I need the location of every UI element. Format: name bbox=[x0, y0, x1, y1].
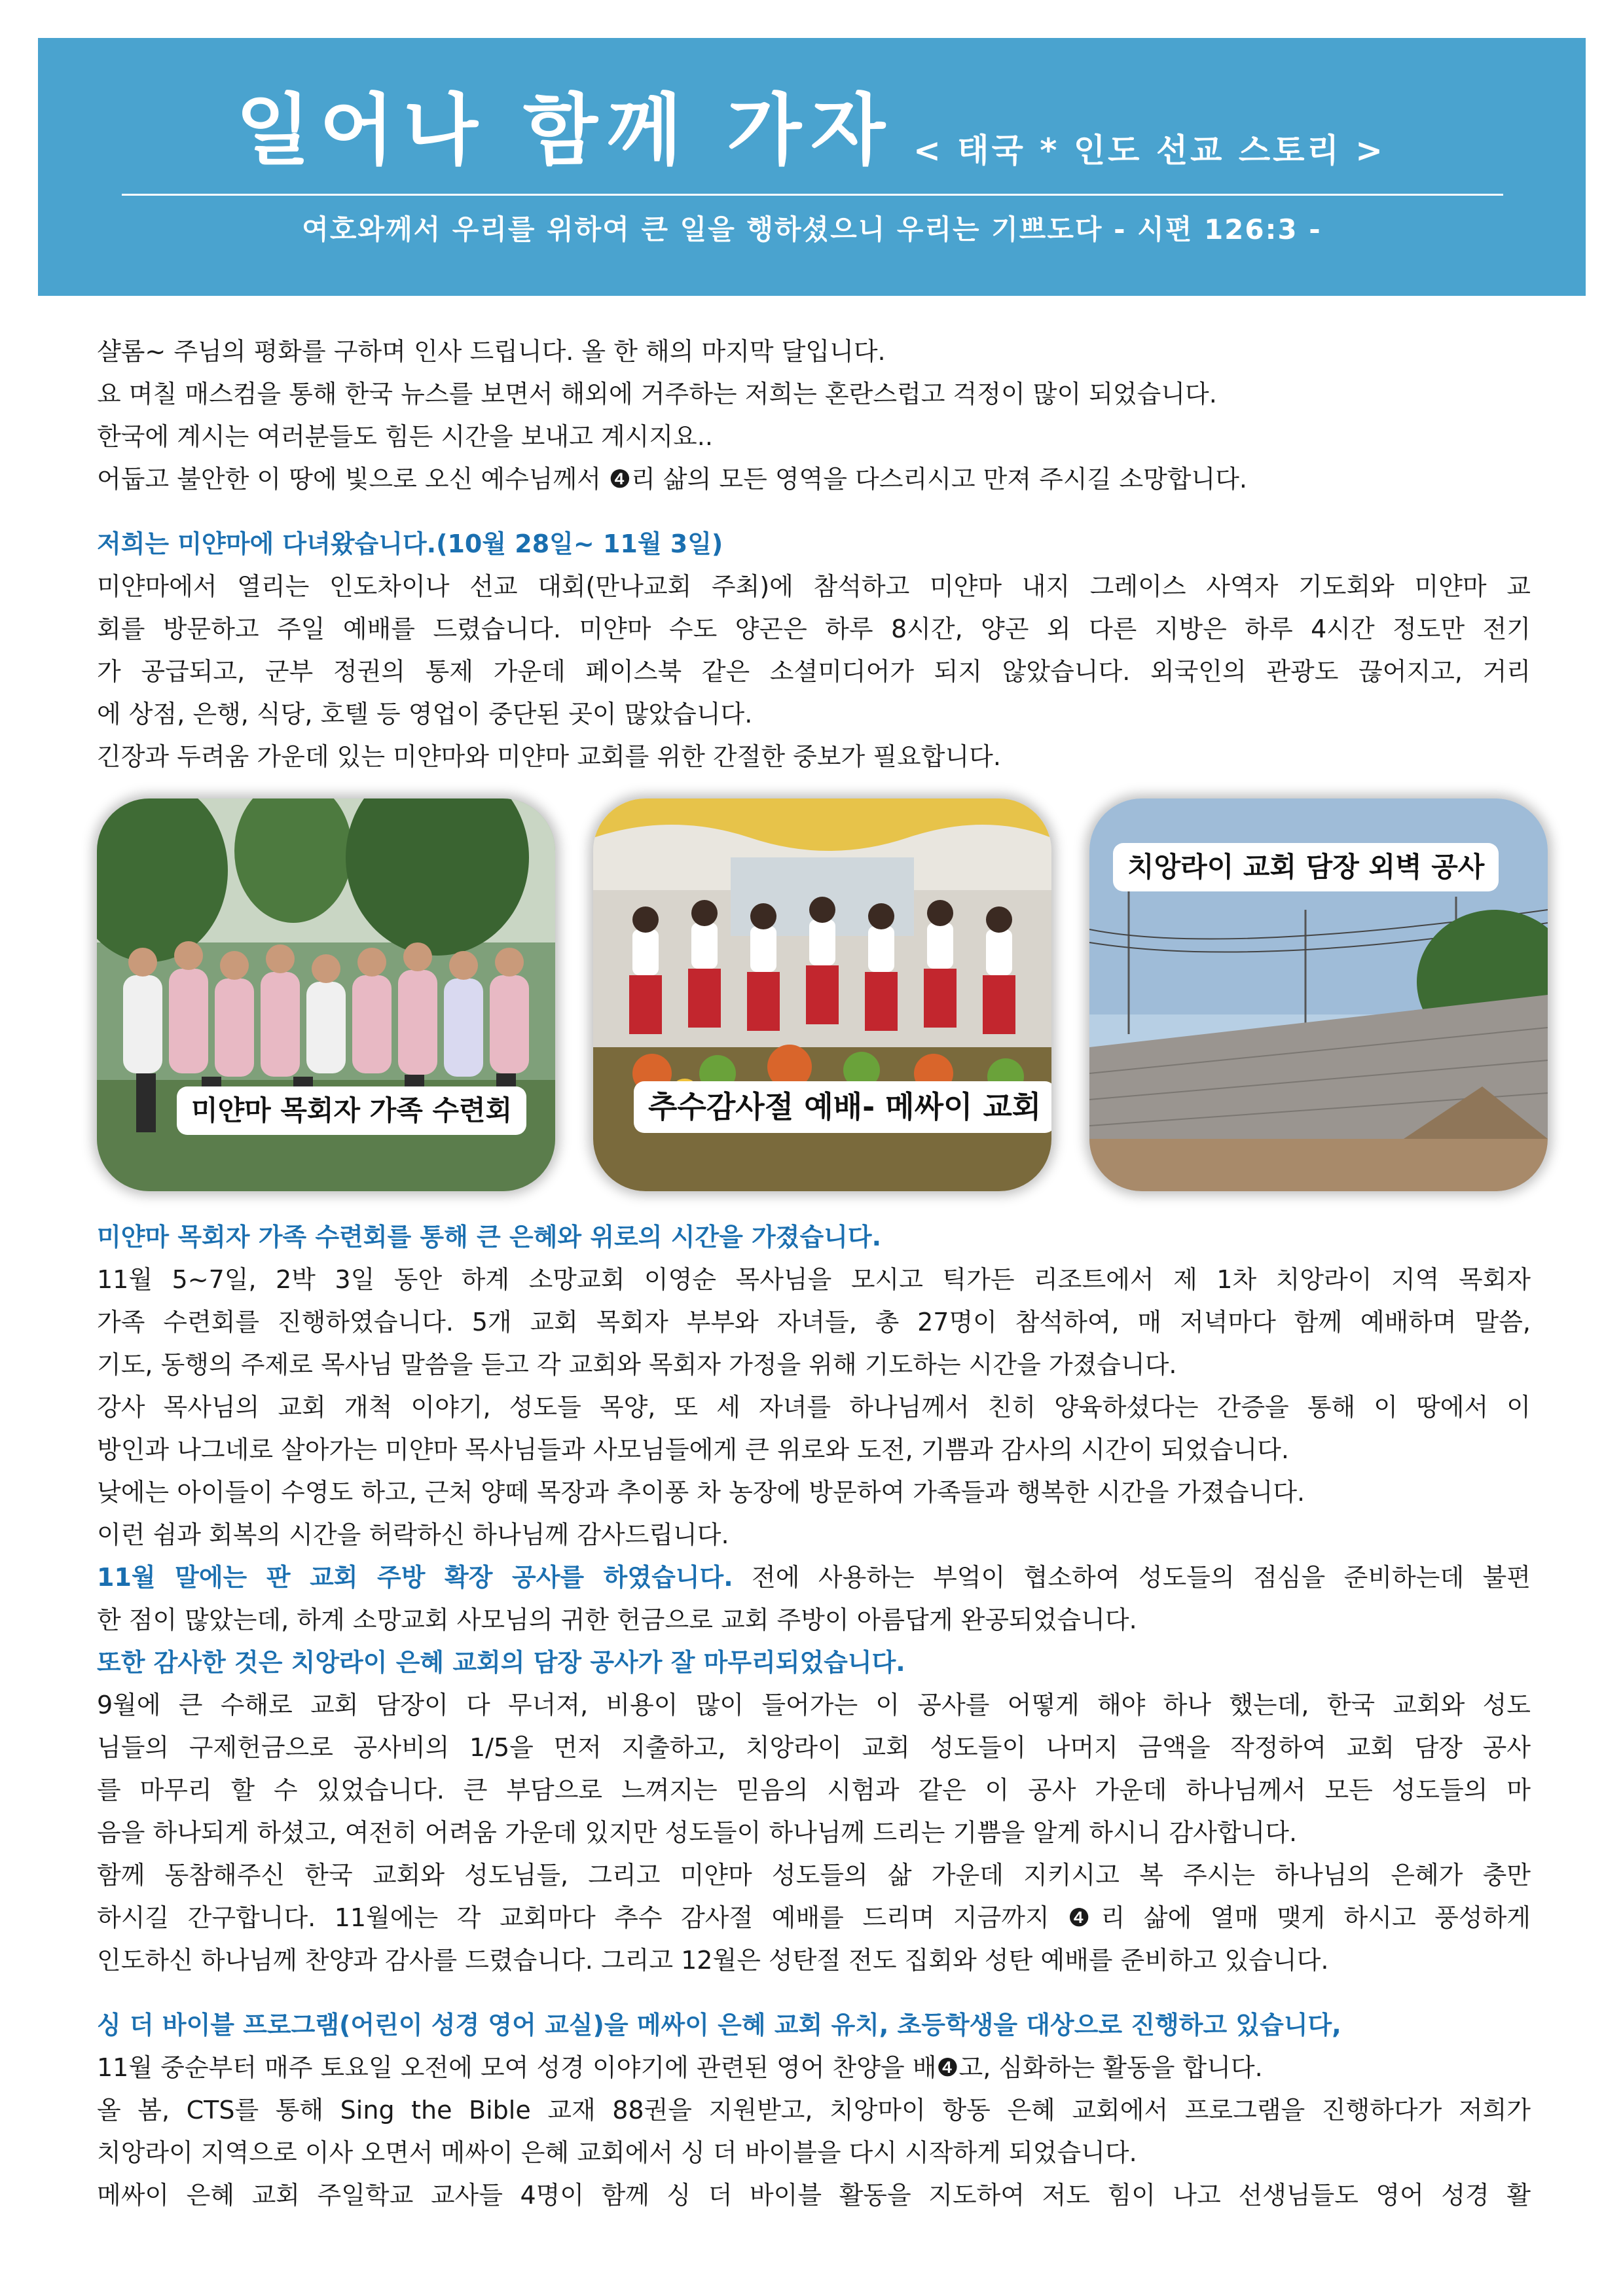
newsletter-title: 일어나 함께 가자 bbox=[236, 85, 895, 175]
wall-line: 를 마무리 할 수 있었습니다. 큰 부담으로 느껴지는 믿음의 시험과 같은 이 공사 가운데 하나님께서 모든 성도들의 마 bbox=[97, 1776, 1531, 1804]
bible-line: 올 봄, CTS를 통해 Sing the Bible 교재 88권을 지원받고, 치앙마이 항동 은혜 교회에서 프로그램을 진행하다가 저희가 bbox=[97, 2096, 1531, 2125]
newsletter-subtitle: < 태국 * 인도 선교 스토리 > bbox=[913, 132, 1386, 170]
wall-heading: 또한 감사한 것은 치앙라이 은혜 교회의 담장 공사가 잘 마무리되었습니다. bbox=[97, 1648, 905, 1677]
myanmar-line: 미얀마에서 열리는 인도차이나 선교 대회(만나교회 주최)에 참석하고 미얀마 내지 그레이스 사역자 기도회와 미얀마 교 bbox=[97, 572, 1531, 601]
wall-line: 음을 하나되게 하셨고, 여전히 어려움 가운데 있지만 성도들이 하나님께 드리는 기쁨을 알게 하시니 감사합니다. bbox=[97, 1818, 1298, 1847]
header-divider bbox=[122, 194, 1503, 196]
intro-section bbox=[97, 331, 1531, 778]
kitchen-line: 한 점이 많았는데, 하계 소망교회 사모님의 귀한 헌금으로 교회 주방이 아름답게 완공되었습니다. bbox=[97, 1605, 1137, 1634]
myanmar-line: 에 상점, 은행, 식당, 호텔 등 영업이 중단된 곳이 많았습니다. bbox=[97, 700, 753, 728]
photo-caption: 미얀마 목회자 가족 수련회 bbox=[177, 1086, 526, 1135]
retreat-line: 강사 목사님의 교회 개척 이야기, 성도들 목양, 또 세 자녀를 하나님께서 친히 양육하셨다는 간증을 통해 이 땅에서 이 bbox=[97, 1393, 1531, 1422]
bible-heading: 싱 더 바이블 프로그램(어린이 성경 영어 교실)을 메싸이 은혜 교회 유치, 초등학생을 대상으로 진행하고 있습니다, bbox=[97, 2011, 1341, 2039]
retreat-line: 방인과 나그네로 살아가는 미얀마 목사님들과 사모님들에게 큰 위로와 도전, 기쁨과 감사의 시간이 되었습니다. bbox=[97, 1435, 1289, 1464]
intro-line: 한국에 계시는 여러분들도 힘든 시간을 보내고 계시지요.. bbox=[97, 422, 713, 451]
photo-thanksgiving bbox=[593, 798, 1051, 1191]
retreat-line: 낮에는 아이들이 수영도 하고, 근처 양떼 목장과 추이퐁 차 농장에 방문하여 가족들과 행복한 시간을 가졌습니다. bbox=[97, 1478, 1305, 1507]
wall-line: 함께 동참해주신 한국 교회와 성도님들, 그리고 미얀마 성도들의 삶 가운데 지키시고 복 주시는 하나님의 은혜가 충만 bbox=[97, 1861, 1531, 1890]
bible-line: 메싸이 은혜 교회 주일학교 교사들 4명이 함께 싱 더 바이블 활동을 지도하여 저도 힘이 나고 선생님들도 영어 성경 활 bbox=[97, 2181, 1531, 2210]
kitchen-line bbox=[97, 1556, 1531, 1599]
myanmar-line: 가 공급되고, 군부 정권의 통제 가운데 페이스북 같은 소셜미디어가 되지 않았습니다. 외국인의 관광도 끊어지고, 거리 bbox=[97, 657, 1531, 686]
news-section bbox=[97, 1216, 1531, 2217]
retreat-line: 기도, 동행의 주제로 목사님 말씀을 듣고 각 교회와 목회자 가정을 위해 기도하는 시간을 가졌습니다. bbox=[97, 1350, 1177, 1379]
retreat-line: 가족 수련회를 진행하였습니다. 5개 교회 목회자 부부와 자녀들, 총 27명이 참석하여, 매 저녁마다 함께 예배하며 말씀, bbox=[97, 1308, 1531, 1336]
wall-line: 9월에 큰 수해로 교회 담장이 다 무너져, 비용이 많이 들어가는 이 공사를 어떻게 해야 하나 했는데, 한국 교회와 성도 bbox=[97, 1691, 1531, 1719]
photo-caption: 추수감사절 예배- 메싸이 교회 bbox=[634, 1081, 1051, 1133]
bible-verse: 여호와께서 우리를 위하여 큰 일을 행하셨으니 우리는 기쁘도다 - 시편 126:3 - bbox=[302, 213, 1322, 245]
retreat-line: 11월 5~7일, 2박 3일 동안 하계 소망교회 이영순 목사님을 모시고 틱가든 리조트에서 제 1차 치앙라이 지역 목회자 bbox=[97, 1265, 1531, 1294]
intro-line: 어둡고 불안한 이 땅에 빛으로 오신 예수님께서 ❹리 삶의 모든 영역을 다스리시고 만져 주시길 소망합니다. bbox=[97, 465, 1247, 493]
wall-line: 인도하신 하나님께 찬양과 감사를 드렸습니다. 그리고 12월은 성탄절 전도 집회와 성탄 예배를 준비하고 있습니다. bbox=[97, 1946, 1329, 1975]
photo-caption: 치앙라이 교회 담장 외벽 공사 bbox=[1113, 843, 1499, 891]
kitchen-text: 전에 사용하는 부엌이 협소하여 성도들의 점심을 준비하는데 불편 bbox=[733, 1563, 1531, 1592]
wall-line: 님들의 구제헌금으로 공사비의 1/5을 먼저 지출하고, 치앙라이 교회 성도들이 나머지 금액을 작정하여 교회 담장 공사 bbox=[97, 1733, 1531, 1762]
intro-line: 요 며칠 매스컴을 통해 한국 뉴스를 보면서 해외에 거주하는 저희는 혼란스럽고 걱정이 많이 되었습니다. bbox=[97, 380, 1217, 408]
retreat-heading: 미얀마 목회자 가족 수련회를 통해 큰 은혜와 위로의 시간을 가졌습니다. bbox=[97, 1223, 882, 1251]
photo-strip bbox=[97, 798, 1550, 1191]
myanmar-heading: 저희는 미얀마에 다녀왔습니다.(10월 28일~ 11월 3일) bbox=[97, 529, 723, 558]
bible-line: 11월 중순부터 매주 토요일 오전에 모여 성경 이야기에 관련된 영어 찬양을 배❹고, 심화하는 활동을 합니다. bbox=[97, 2053, 1263, 2082]
myanmar-line: 긴장과 두려움 가운데 있는 미얀마와 미얀마 교회를 위한 간절한 중보가 필요합니다. bbox=[97, 742, 1001, 771]
intro-line: 샬롬~ 주님의 평화를 구하며 인사 드립니다. 올 한 해의 마지막 달입니다. bbox=[97, 337, 886, 366]
bible-line: 치앙라이 지역으로 이사 오면서 메싸이 은혜 교회에서 싱 더 바이블을 다시 시작하게 되었습니다. bbox=[97, 2138, 1137, 2167]
myanmar-line: 회를 방문하고 주일 예배를 드렸습니다. 미얀마 수도 양곤은 하루 8시간, 양곤 외 다른 지방은 하루 4시간 정도만 전기 bbox=[97, 615, 1531, 643]
wall-line: 하시길 간구합니다. 11월에는 각 교회마다 추수 감사절 예배를 드리며 지금까지 ❹리 삶에 열매 맺게 하시고 풍성하게 bbox=[97, 1903, 1531, 1932]
photo-retreat bbox=[97, 798, 555, 1191]
photo-wall bbox=[1089, 798, 1548, 1191]
retreat-line: 이런 쉼과 회복의 시간을 허락하신 하나님께 감사드립니다. bbox=[97, 1520, 729, 1549]
kitchen-heading: 11월 말에는 판 교회 주방 확장 공사를 하였습니다. bbox=[97, 1563, 733, 1592]
